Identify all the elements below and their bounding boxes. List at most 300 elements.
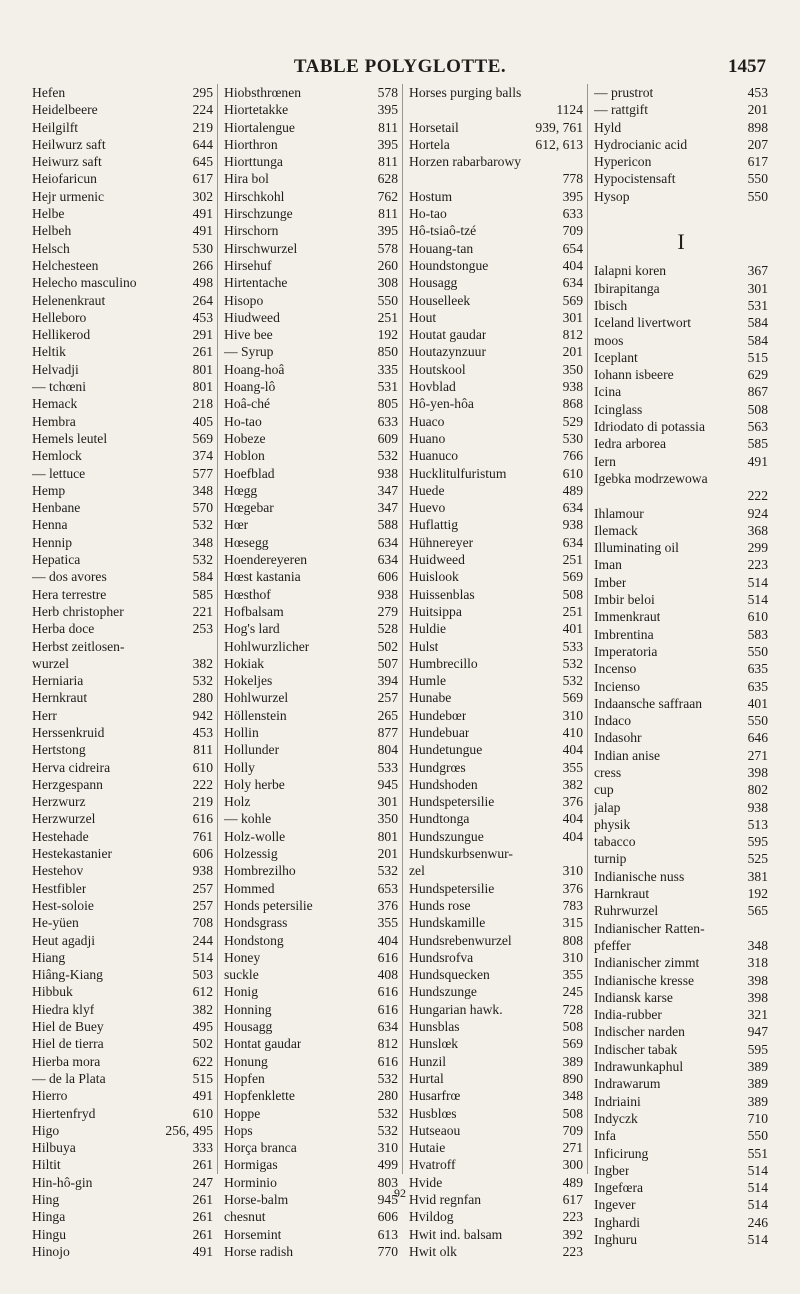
entry-term: Hulst [409,638,439,654]
index-entry [409,1226,583,1243]
entry-term: Hiltit [32,1157,61,1173]
index-entry [224,274,398,291]
entry-page-ref: 382 [562,776,583,792]
index-entry [409,136,583,153]
index-entry [409,1001,583,1018]
index-entry [594,470,768,487]
index-entry [409,983,583,1000]
entry-page-ref: 310 [562,707,583,723]
entry-term: Indriaini [594,1093,641,1109]
entry-term: Hunslœk [409,1036,459,1052]
index-entry [409,638,583,655]
index-entry [32,447,213,464]
entry-term: Hog's lard [224,621,280,637]
entry-term: tabacco [594,834,636,850]
entry-page-ref: 498 [192,275,213,291]
entry-page-ref: 532 [562,655,583,671]
entry-term: Harnkraut [594,886,650,902]
entry-page-ref: 528 [377,621,398,637]
index-entry [594,332,768,349]
index-entry [32,914,213,931]
entry-page-ref: 257 [192,880,213,896]
entry-page-ref: 347 [377,482,398,498]
entry-page-ref: 550 [747,171,768,187]
entry-page-ref: 389 [747,1076,768,1092]
index-entry [594,937,768,954]
index-entry [409,586,583,603]
entry-term: Hiorttunga [224,154,283,170]
entry-page-ref: 947 [747,1024,768,1040]
entry-term: Hemack [32,396,78,412]
entry-page-ref: 382 [192,1001,213,1017]
entry-term: Hohlwurzlicher [224,638,310,654]
entry-term: Indianischer Ratten- [594,920,705,936]
entry-page-ref: 778 [562,171,583,187]
index-entry [32,932,213,949]
entry-page-ref: 709 [562,223,583,239]
index-entry [409,205,583,222]
index-entry [594,280,768,297]
entry-page-ref: 585 [747,436,768,452]
index-entry [409,1243,583,1260]
entry-term: Hertstong [32,742,86,758]
entry-term: Illuminating oil [594,540,679,556]
index-entry [32,516,213,533]
entry-term: Hiorthron [224,136,278,152]
entry-page-ref: 310 [562,863,583,879]
entry-term: Indrawunkaphul [594,1059,684,1075]
index-entry [594,453,768,470]
entry-term: Hunabe [409,690,452,706]
index-entry [409,776,583,793]
index-entry [32,274,213,291]
index-entry [594,885,768,902]
entry-term: Humle [409,673,446,689]
index-entry [224,586,398,603]
entry-term: Huede [409,482,445,498]
entry-page-ref: 201 [377,846,398,862]
index-entry [409,689,583,706]
index-entry [594,170,768,187]
entry-page-ref: 395 [377,136,398,152]
index-entry [594,522,768,539]
entry-page-ref: 770 [377,1243,398,1259]
index-entry [224,257,398,274]
entry-term: Hundtonga [409,811,470,827]
entry-page-ref: 256, 495 [165,1122,213,1138]
entry-term: Hormigas [224,1157,278,1173]
entry-term: Hest-soloie [32,897,94,913]
entry-term: Hopfenklette [224,1088,295,1104]
entry-term: Horses purging balls [409,85,522,100]
index-entry [594,626,768,643]
index-entry [409,603,583,620]
entry-page-ref: 404 [562,828,583,844]
entry-page-ref: 300 [562,1157,583,1173]
entry-term: Hingu [32,1226,66,1242]
index-entry [409,1018,583,1035]
index-entry [594,556,768,573]
entry-term: Hœst kastania [224,569,301,585]
index-column-2 [217,84,402,1259]
index-entry [594,1214,768,1231]
index-entry [32,395,213,412]
entry-page-ref: 644 [192,136,213,152]
entry-page-ref: 616 [377,949,398,965]
entry-page-ref: 507 [377,655,398,671]
index-entry [409,551,583,568]
entry-page-ref: 502 [377,638,398,654]
entry-page-ref: 223 [562,1209,583,1225]
entry-term: Helbe [32,206,65,222]
entry-term: Hvildog [409,1209,454,1225]
entry-term: Hejr urmenic [32,188,105,204]
entry-page-ref: 261 [192,344,213,360]
index-entry [32,170,213,187]
entry-page-ref: 532 [377,1122,398,1138]
entry-term: Hundspetersilie [409,880,495,896]
entry-page-ref: 491 [192,206,213,222]
entry-term: Indischer tabak [594,1041,678,1057]
entry-page-ref: 508 [562,1105,583,1121]
entry-term: Hutaie [409,1140,446,1156]
entry-term: Hungarian hawk. [409,1001,503,1017]
index-entry [594,188,768,205]
entry-term: Indianische kresse [594,972,695,988]
entry-page-ref: 508 [747,401,768,417]
index-entry [32,153,213,170]
index-entry [594,747,768,764]
entry-page-ref: 606 [377,1209,398,1225]
entry-page-ref: 550 [377,292,398,308]
entry-page-ref: 938 [747,799,768,815]
entry-page-ref: 395 [377,223,398,239]
entry-term: Herssenkruid [32,724,105,740]
entry-page-ref: 260 [377,257,398,273]
index-entry [409,153,583,170]
entry-term: Huidweed [409,552,465,568]
entry-page-ref: 939, 761 [535,119,583,135]
entry-term: Helvadji [32,361,79,377]
entry-page-ref: 301 [562,309,583,325]
index-entry [32,949,213,966]
entry-term: Hurtal [409,1070,444,1086]
entry-page-ref: 514 [192,949,213,965]
index-entry [224,1122,398,1139]
index-entry [594,868,768,885]
index-entry [594,418,768,435]
index-entry [409,1156,583,1173]
index-entry [32,1053,213,1070]
entry-page-ref: 508 [562,586,583,602]
index-entry [594,972,768,989]
index-entry [32,465,213,482]
entry-page-ref: 218 [192,396,213,412]
entry-page-ref: 381 [747,868,768,884]
entry-term: Hunzil [409,1053,446,1069]
entry-term: Helecho masculino [32,275,137,291]
entry-page-ref: 318 [747,955,768,971]
entry-term: Hira bol [224,171,269,187]
index-entry [224,136,398,153]
index-entry [224,897,398,914]
entry-term: — de la Plata [32,1070,106,1086]
index-entry [224,1018,398,1035]
entry-term: Incenso [594,661,637,677]
entry-page-ref: 938 [562,517,583,533]
entry-term: moos [594,332,624,348]
entry-page-ref: 783 [562,897,583,913]
entry-term: Hondstong [224,932,284,948]
index-entry [594,850,768,867]
entry-term: Ingever [594,1197,636,1213]
entry-page-ref: 491 [192,223,213,239]
entry-page-ref: 222 [747,488,768,504]
entry-page-ref: 261 [192,1226,213,1242]
entry-page-ref: 389 [562,1053,583,1069]
entry-page-ref: 606 [192,846,213,862]
entry-page-ref: 938 [562,379,583,395]
index-entry [409,1035,583,1052]
entry-page-ref: 223 [562,1243,583,1259]
entry-term: Ihlamour [594,505,644,521]
index-entry [32,1243,213,1260]
index-entry [224,1226,398,1243]
entry-term: Huano [409,430,446,446]
entry-term: Herr [32,707,57,723]
entry-page-ref: 401 [747,695,768,711]
entry-term: Humbrecillo [409,655,478,671]
entry-page-ref: 595 [747,1041,768,1057]
index-entry [224,465,398,482]
index-entry [32,136,213,153]
index-entry [224,343,398,360]
entry-term: Indiansk karse [594,989,673,1005]
entry-term: Hundsrebenwurzel [409,932,512,948]
index-entry [224,707,398,724]
entry-term: cress [594,764,622,780]
entry-page-ref: 569 [562,690,583,706]
index-entry [409,1139,583,1156]
entry-page-ref: 495 [192,1019,213,1035]
entry-term: Hive bee [224,327,273,343]
index-entry [594,1023,768,1040]
entry-term: — Syrup [224,344,274,360]
index-entry [594,1162,768,1179]
entry-term: Hontat gaudar [224,1036,302,1052]
entry-term: — rattgift [594,102,648,118]
entry-page-ref: 355 [562,967,583,983]
entry-page-ref: 207 [747,136,768,152]
index-entry [224,447,398,464]
entry-term: Hierba mora [32,1053,101,1069]
entry-page-ref: 410 [562,724,583,740]
entry-term: Helenenkraut [32,292,106,308]
index-entry [224,395,398,412]
entry-page-ref: 299 [747,540,768,556]
index-entry [224,170,398,187]
index-entry [32,482,213,499]
index-entry [32,188,213,205]
entry-term: Ibirapitanga [594,280,660,296]
index-entry [32,793,213,810]
entry-term: Hœgg [224,482,258,498]
index-entry [409,292,583,309]
index-entry [594,764,768,781]
index-entry [409,119,583,136]
entry-page-ref: 253 [192,621,213,637]
entry-page-ref: 801 [192,379,213,395]
entry-term: Ho-tao [409,206,447,222]
entry-page-ref: 569 [562,569,583,585]
entry-page-ref: 588 [377,517,398,533]
index-entry [224,1053,398,1070]
entry-term: Honung [224,1053,268,1069]
index-entry [409,240,583,257]
entry-term: Hwit ind. balsam [409,1226,503,1242]
entry-page-ref: 898 [747,119,768,135]
entry-page-ref: 550 [747,1128,768,1144]
index-entry [409,845,583,862]
entry-term: Hundsquecken [409,967,490,983]
entry-term: Indian anise [594,747,661,763]
entry-term: Hobeze [224,430,266,446]
index-entry [32,326,213,343]
index-entry [32,205,213,222]
index-entry [32,845,213,862]
index-entry [409,793,583,810]
entry-page-ref: 551 [747,1145,768,1161]
entry-page-ref: 613 [377,1226,398,1242]
entry-page-ref: 942 [192,707,213,723]
entry-page-ref: 622 [192,1053,213,1069]
entry-term: Ibisch [594,297,628,313]
index-entry [594,954,768,971]
entry-page-ref: 617 [192,171,213,187]
entry-page-ref: 192 [747,886,768,902]
entry-page-ref: 811 [378,206,398,222]
entry-page-ref: 514 [747,592,768,608]
entry-term: Hestehov [32,863,84,879]
entry-page-ref: 801 [192,361,213,377]
entry-term: Iern [594,453,616,469]
entry-term: Hœgebar [224,500,274,516]
entry-page-ref: 453 [192,309,213,325]
entry-term: Huitsippa [409,603,462,619]
entry-term: Heut agadji [32,932,96,948]
entry-term: Hœsthof [224,586,271,602]
index-entry [32,689,213,706]
entry-term: Hepatica [32,552,81,568]
index-column-1 [32,84,217,1259]
entry-term: Höllenstein [224,707,287,723]
index-entry [224,1105,398,1122]
entry-term: Hinga [32,1209,66,1225]
index-entry [594,366,768,383]
entry-page-ref: 550 [747,188,768,204]
entry-page-ref: 398 [747,972,768,988]
entry-term: physik [594,816,631,832]
index-entry [594,608,768,625]
index-entry [32,620,213,637]
entry-page-ref: 223 [747,557,768,573]
entry-term: Hollunder [224,742,280,758]
entry-term: Hvid regnfan [409,1192,482,1207]
entry-page-ref: 532 [377,1105,398,1121]
entry-page-ref: 634 [562,500,583,516]
index-entry [594,136,768,153]
entry-page-ref: 453 [747,85,768,100]
entry-page-ref: 529 [562,413,583,429]
entry-term: Hoâ-ché [224,396,271,412]
entry-term: Hundebuar [409,724,470,740]
entry-page-ref: 491 [192,1088,213,1104]
index-entry [409,914,583,931]
entry-term: Helchesteen [32,257,99,273]
entry-term: jalap [594,799,621,815]
entry-term: Holz-wolle [224,828,286,844]
index-entry [32,430,213,447]
entry-term: Ingber [594,1162,630,1178]
index-entry [32,603,213,620]
index-entry [594,262,768,279]
index-entry [594,153,768,170]
entry-page-ref: 301 [377,794,398,810]
index-entry [594,119,768,136]
entry-page-ref: 812 [562,327,583,343]
entry-page-ref: 616 [192,811,213,827]
index-entry [594,349,768,366]
index-entry [32,741,213,758]
index-entry [409,84,583,101]
entry-term: Hisopo [224,292,264,308]
entry-term: Igebka modrzewowa [594,470,708,486]
index-entry [224,1243,398,1260]
entry-term: Hellikerod [32,327,91,343]
entry-term: Hiortetakke [224,102,289,118]
entry-term: Hirschzunge [224,206,293,222]
index-entry [224,638,398,655]
index-entry [594,799,768,816]
index-entry [224,1070,398,1087]
index-entry [32,759,213,776]
entry-page-ref: 938 [377,465,398,481]
entry-page-ref: 261 [192,1209,213,1225]
entry-page-ref: 634 [377,1019,398,1035]
entry-page-ref: 550 [747,713,768,729]
index-entry [224,776,398,793]
entry-page-ref: 271 [747,747,768,763]
entry-page-ref: 850 [377,344,398,360]
entry-page-ref: 261 [192,1192,213,1207]
index-entry [224,983,398,1000]
entry-page-ref: 348 [192,482,213,498]
entry-page-ref: 408 [377,967,398,983]
index-entry [224,880,398,897]
index-entry [224,672,398,689]
index-entry [32,378,213,395]
index-entry [32,810,213,827]
entry-term: Incienso [594,678,641,694]
entry-term: Hops [224,1122,253,1138]
entry-term: Hyld [594,119,622,135]
entry-page-ref: 610 [562,465,583,481]
index-entry [409,1105,583,1122]
index-entry [224,793,398,810]
index-entry [224,84,398,101]
index-entry [594,1093,768,1110]
entry-page-ref: 251 [562,552,583,568]
